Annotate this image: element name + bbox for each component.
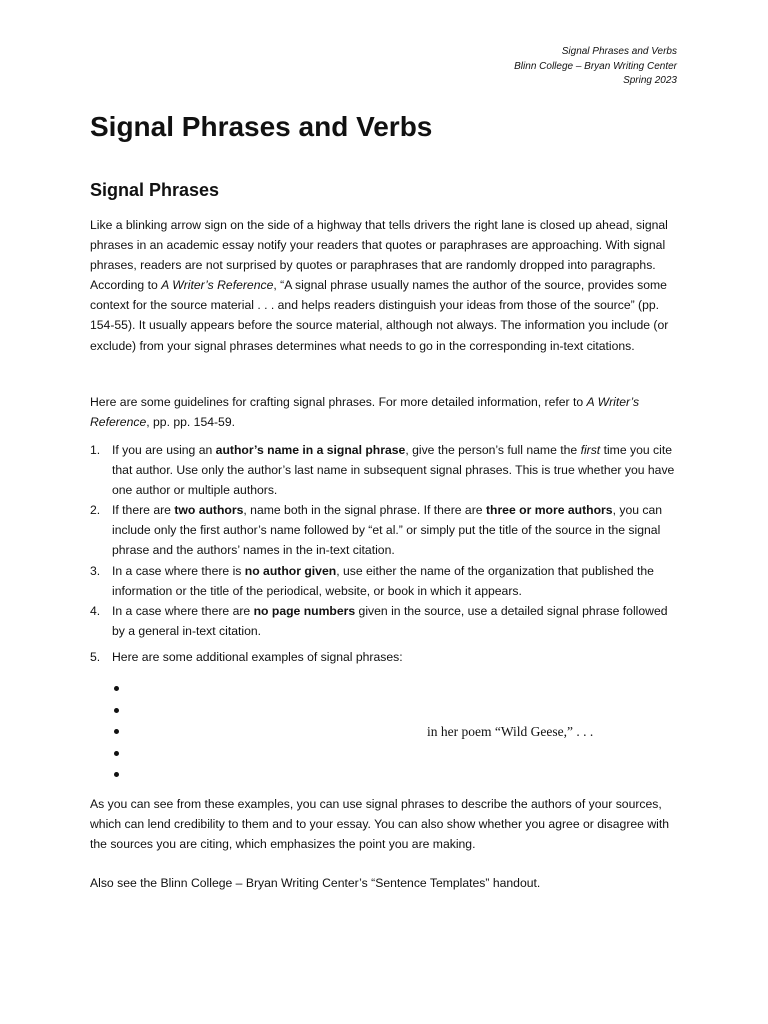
bullet-item — [112, 678, 682, 700]
list-item-emphasis: three or more authors — [485, 503, 613, 518]
list-item-number: 5. — [90, 649, 101, 664]
list-item-text: If you are using an — [112, 443, 216, 457]
list-item-text: , you can include only the first author’s name followed by “et al.” or simply put the title of the source in the signal phrase and the authors’ names in the in-text citation. — [112, 503, 663, 558]
list-item — [90, 440, 682, 500]
bullet-item — [112, 764, 682, 786]
header-institution: Blinn College – Bryan Writing Center — [514, 60, 677, 72]
list-item-text: , name both in the signal phrase. If there are — [243, 503, 486, 518]
intro-paragraph — [90, 215, 682, 356]
list-item-emphasis: no author given — [244, 563, 337, 578]
bullet-item — [112, 743, 682, 765]
guidelines-book-title: A Writer’s Reference — [90, 395, 640, 430]
section-heading: Signal Phrases — [90, 180, 220, 200]
list-item-number: 3. — [90, 563, 101, 578]
list-item-emphasis: author’s name in a signal phrase — [215, 443, 406, 457]
list-item-italic: first — [580, 443, 601, 457]
bullet-text: in her poem “Wild Geese,” . . . — [427, 724, 594, 739]
list-item-number: 1. — [90, 443, 101, 457]
intro-book-title: A Writer’s Reference — [161, 278, 274, 293]
list-item-emphasis: no page numbers — [253, 603, 356, 618]
guidelines-intro-paragraph — [90, 392, 682, 432]
list-item-text: , give the person’s full name the — [405, 443, 581, 457]
list-item-text: given in the source, use a detailed signal phrase followed by a general in-text citation. — [112, 603, 668, 638]
list-item — [90, 647, 682, 667]
list-item-text: , use either the name of the organization that published the information or the title of the periodical, website, or book in which it appears. — [112, 563, 654, 598]
bullet-item — [112, 700, 682, 722]
bullet-icon — [114, 729, 119, 734]
list-item-text: time you cite that author. Use only the author’s last name in subsequent signal phrases. This is true whether you have one author or multiple authors. — [112, 443, 675, 498]
guidelines-list — [90, 440, 682, 667]
page-title: Signal Phrases and Verbs — [90, 111, 433, 142]
guidelines-text-b: , pp. pp. 154-59. — [146, 415, 235, 430]
see-also-paragraph: Also see the Blinn College – Bryan Writing Center’s “Sentence Templates” handout. — [90, 876, 541, 890]
intro-text-a: Like a blinking arrow sign on the side of a highway that tells drivers the right lane is closed up ahead, signal phrases in an academic essay notify your readers that quotes or paraphrases are approaching. With signal phrases, readers are not surprised by quotes or paraphrases that are randomly dropped into paragraphs. According to — [90, 218, 668, 293]
examples-bullet-list — [112, 678, 682, 786]
bullet-icon — [114, 708, 119, 713]
intro-text-b: , “A signal phrase usually names the author of the source, provides some context for the source material . . . and helps readers distinguish your ideas from those of the source” (pp. 154-55). It usually appears before the source material, although not always. The information you include (or exclude) from your signal phrases determines what needs to go in the corresponding in-text citations. — [90, 278, 669, 353]
list-item — [90, 561, 682, 601]
bullet-icon — [114, 772, 119, 777]
list-item-text: Here are some additional examples of signal phrases: — [112, 649, 403, 664]
guidelines-text-a: Here are some guidelines for crafting signal phrases. For more detailed information, refer to — [90, 395, 587, 409]
list-item — [90, 601, 682, 641]
bullet-icon — [114, 686, 119, 691]
list-item-text: In a case where there are — [112, 603, 254, 618]
conclusion-paragraph: As you can see from these examples, you can use signal phrases to describe the authors of your sources, which can lend credibility to them and to your essay. You can also show whether you agree or disagree with the sources you are citing, which emphasizes the point you are making. — [90, 797, 670, 852]
list-item — [90, 500, 682, 560]
list-item-text: In a case where there is — [112, 563, 245, 578]
list-item-emphasis: two authors — [174, 503, 244, 518]
header-doc-title: Signal Phrases and Verbs — [561, 46, 677, 57]
list-item-number: 2. — [90, 503, 101, 518]
header-term: Spring 2023 — [623, 75, 677, 86]
running-header — [514, 45, 677, 89]
bullet-item — [112, 721, 682, 743]
list-item-text: If there are — [112, 503, 175, 518]
bullet-icon — [114, 751, 119, 756]
list-item-number: 4. — [90, 603, 101, 618]
